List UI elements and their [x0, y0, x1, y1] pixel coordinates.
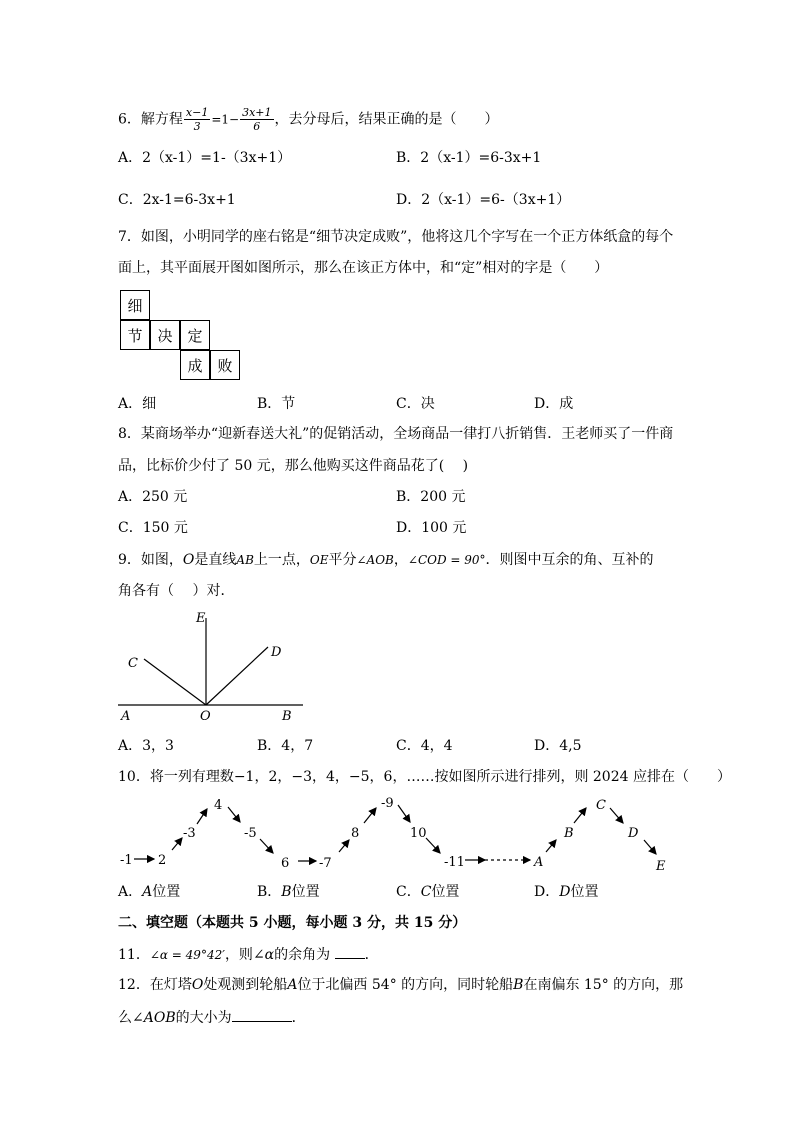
seq-num-4: 4: [214, 798, 223, 813]
cube-cell-jie: 节: [120, 320, 150, 350]
seq-pos-e: E: [656, 859, 666, 874]
q11-answer-blank[interactable]: [335, 944, 365, 959]
q8-line-1: 8．某商场举办“迎新春送大礼”的促销活动，全场商品一律打八折销售．王老师买了一件商: [118, 426, 674, 442]
seq-pos-d: D: [628, 826, 639, 841]
label-o: O: [200, 709, 211, 724]
seq-num-3: -3: [183, 826, 196, 841]
q6-option-a[interactable]: A．2（x-1）=1-（3x+1）: [118, 150, 292, 166]
seq-num-1: -1: [120, 853, 133, 868]
seq-num-8: 8: [351, 826, 360, 841]
q10-line-1: 10．将一列有理数−1，2，−3，4，−5，6，……按如图所示进行排列，则 2024 应排在（ ）: [118, 769, 731, 785]
q10-option-a[interactable]: A．A位置: [118, 884, 181, 900]
q8-option-a[interactable]: A．250 元: [118, 489, 188, 505]
q10-option-d[interactable]: D．D位置: [534, 884, 599, 900]
q10-number-sequence-figure: [110, 792, 690, 880]
q12-line-1: 12．在灯塔O处观测到轮船A位于北偏西 54° 的方向，同时轮船B在南偏东 15° 的方向，那: [118, 977, 684, 993]
seq-num-5: -5: [244, 826, 257, 841]
q6-prefix: 6．解方程: [118, 111, 183, 128]
seq-num-2: 2: [158, 853, 167, 868]
q6-stem: [118, 106, 499, 132]
q8-option-d[interactable]: D．100 元: [396, 520, 467, 536]
q12-answer-blank[interactable]: [232, 1007, 292, 1022]
q7-option-c[interactable]: C．决: [396, 396, 435, 412]
label-d: D: [271, 645, 282, 660]
q6-fraction-2: $\frac{3x+1}{6}$: [242, 106, 272, 133]
label-a: A: [121, 709, 131, 724]
q7-option-d[interactable]: D．成: [534, 396, 574, 412]
ray-od: [206, 647, 268, 705]
cube-cell-cheng: 成: [180, 350, 210, 380]
q8-option-c[interactable]: C．150 元: [118, 520, 188, 536]
q10-option-c[interactable]: C．C位置: [396, 884, 460, 900]
q9-option-c[interactable]: C．4，4: [396, 738, 453, 754]
seq-pos-b: B: [564, 826, 574, 841]
q9-angle-figure: [110, 605, 310, 725]
ray-oc: [144, 659, 206, 705]
seq-pos-c: C: [596, 798, 606, 813]
q10-option-b[interactable]: B．B位置: [257, 884, 320, 900]
cube-cell-bai: 败: [210, 350, 240, 380]
q7-option-b[interactable]: B．节: [257, 396, 296, 412]
q6-suffix: ，去分母后，结果正确的是（ ）: [274, 111, 499, 128]
q11-line: 11．∠α = 49°42′，则∠α的余角为 ．: [118, 944, 379, 965]
q8-line-2: 品，比标价少付了 50 元，那么他购买这件商品花了( ): [118, 458, 469, 474]
seq-num-9: -9: [381, 796, 394, 811]
label-b: B: [282, 709, 292, 724]
q7-line-2: 面上，其平面展开图如图所示，那么在该正方体中，和“定”相对的字是（ ）: [118, 260, 609, 276]
q9-line-1: 9．如图，O是直线AB上一点，OE平分∠AOB，∠COD = 90°．则图中互余的角、互补的: [118, 552, 654, 568]
section-2-title: 二、填空题（本题共 5 小题，每小题 3 分，共 15 分）: [118, 915, 467, 931]
seq-num-7: -7: [319, 856, 332, 871]
q7-option-a[interactable]: A．细: [118, 396, 157, 412]
seq-num-11: -11: [444, 855, 465, 870]
label-c: C: [128, 656, 138, 671]
seq-num-6: 6: [281, 856, 290, 871]
cube-cell-xi: 细: [120, 290, 150, 320]
q6-fraction-1: $\frac{x-1}{3}$: [185, 106, 209, 133]
q6-option-c[interactable]: C．2x-1=6-3x+1: [118, 192, 236, 208]
q6-option-d[interactable]: D．2（x-1）=6-（3x+1）: [396, 192, 571, 208]
seq-pos-a: A: [534, 855, 544, 870]
label-e: E: [196, 611, 206, 626]
cube-cell-ding: 定: [180, 320, 210, 350]
seq-num-10: 10: [410, 826, 427, 841]
q9-option-d[interactable]: D．4,5: [534, 738, 582, 754]
q12-line-2: 么∠AOB的大小为 ．: [118, 1007, 306, 1028]
q8-option-b[interactable]: B．200 元: [396, 489, 466, 505]
q6-option-b[interactable]: B．2（x-1）=6-3x+1: [396, 150, 542, 166]
q9-option-a[interactable]: A．3，3: [118, 738, 174, 754]
q9-line-2: 角各有（ ）对．: [118, 583, 235, 599]
q9-option-b[interactable]: B．4，7: [257, 738, 314, 754]
q7-line-1: 7．如图，小明同学的座右铭是“细节决定成败”，他将这几个字写在一个正方体纸盒的每个: [118, 229, 674, 245]
cube-cell-jue: 决: [150, 320, 180, 350]
q6-eq-mid: =1−: [211, 112, 240, 127]
